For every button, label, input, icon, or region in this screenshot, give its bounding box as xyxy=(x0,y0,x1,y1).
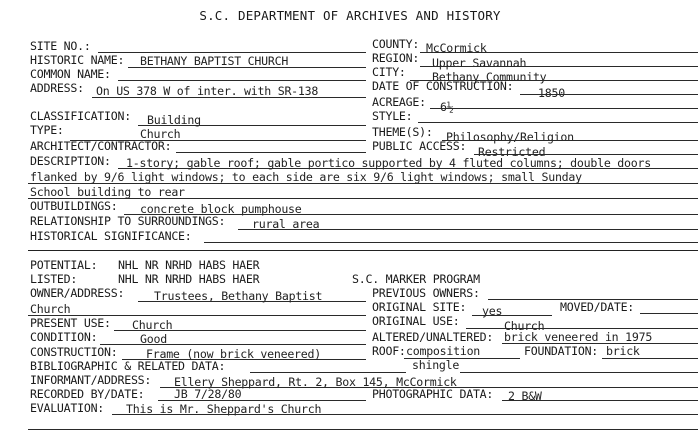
photographic-value: 2 B&W xyxy=(508,389,542,403)
description-rule-3 xyxy=(28,198,698,199)
previous-owners-label: PREVIOUS OWNERS: xyxy=(372,286,480,300)
style-line xyxy=(418,122,698,123)
date-construction-value: 1850 xyxy=(538,86,565,100)
listed-label: LISTED: xyxy=(30,272,78,286)
construction-value: Frame (now brick veneered) xyxy=(146,347,321,361)
themes-label: THEME(S): xyxy=(372,125,433,139)
common-name-label: COMMON NAME: xyxy=(30,67,111,81)
acreage-line xyxy=(430,108,698,109)
county-line xyxy=(420,52,698,53)
present-use-line xyxy=(114,330,366,331)
description-line-3: School building to rear xyxy=(30,185,185,199)
original-use-line xyxy=(466,328,698,329)
style-label: STYLE: xyxy=(372,109,413,123)
historic-name-line xyxy=(128,67,366,68)
address-value: On US 378 W of inter. with SR-138 xyxy=(96,84,319,98)
public-access-label: PUBLIC ACCESS: xyxy=(372,139,467,153)
acreage-label: ACREAGE: xyxy=(372,95,426,109)
moved-date-label: MOVED/DATE: xyxy=(560,300,635,314)
informant-value: Ellery Sheppard, Rt. 2, Box 145, McCormick xyxy=(174,375,457,389)
informant-label: INFORMANT/ADDRESS: xyxy=(30,373,152,387)
recorded-label: RECORDED BY/DATE: xyxy=(30,387,145,401)
historic-name-label: HISTORIC NAME: xyxy=(30,53,125,67)
historic-name-value: BETHANY BAPTIST CHURCH xyxy=(140,54,289,68)
public-access-value: Restricted xyxy=(478,145,546,159)
listed-options: NHL NR NRHD HABS HAER xyxy=(118,272,260,286)
common-name-line xyxy=(118,80,366,81)
recorded-line xyxy=(158,400,366,401)
address-line xyxy=(92,97,366,98)
themes-line xyxy=(442,140,698,141)
evaluation-line-2 xyxy=(28,429,698,430)
date-construction-line xyxy=(520,94,698,95)
site-no-label: SITE NO.: xyxy=(30,39,91,53)
significance-label: HISTORICAL SIGNIFICANCE: xyxy=(30,229,192,243)
roof-value: composition xyxy=(406,344,481,358)
moved-date-line xyxy=(640,313,698,314)
city-value: Bethany Community xyxy=(432,70,547,84)
relationship-line xyxy=(238,229,698,230)
form-title: S.C. DEPARTMENT OF ARCHIVES AND HISTORY xyxy=(199,8,501,23)
photographic-line xyxy=(502,400,698,401)
evaluation-label: EVALUATION: xyxy=(30,401,105,415)
condition-line xyxy=(100,344,366,345)
site-no-line xyxy=(98,52,366,53)
description-label: DESCRIPTION: xyxy=(30,154,111,168)
owner-value: Trustees, Bethany Baptist xyxy=(154,289,323,303)
date-construction-label: DATE OF CONSTRUCTION: xyxy=(372,79,514,93)
construction-label: CONSTRUCTION: xyxy=(30,345,118,359)
bibliographic-line xyxy=(250,372,406,373)
classification-label: CLASSIFICATION: xyxy=(30,109,131,123)
condition-label: CONDITION: xyxy=(30,330,98,344)
original-use-label: ORIGINAL USE: xyxy=(372,314,460,328)
architect-label: ARCHITECT/CONTRACTOR: xyxy=(30,139,172,153)
present-use-value: Church xyxy=(132,318,173,332)
owner-label: OWNER/ADDRESS: xyxy=(30,286,125,300)
description-rule-2 xyxy=(28,183,698,184)
type-label: TYPE: xyxy=(30,123,64,137)
acreage-value: 6½ xyxy=(440,100,454,114)
relationship-label: RELATIONSHIP TO SURROUNDINGS: xyxy=(30,214,226,228)
foundation-label: FOUNDATION: xyxy=(524,344,599,358)
roof-label: ROOF: xyxy=(372,344,406,358)
evaluation-line xyxy=(112,414,698,415)
present-use-label: PRESENT USE: xyxy=(30,316,111,330)
original-site-value: yes xyxy=(482,304,503,318)
altered-label: ALTERED/UNALTERED: xyxy=(372,330,494,344)
outbuildings-label: OUTBUILDINGS: xyxy=(30,199,118,213)
architect-line xyxy=(176,152,366,153)
owner-value-2: Church xyxy=(30,302,71,316)
city-label: CITY: xyxy=(372,65,406,79)
region-value: Upper Savannah xyxy=(432,56,527,70)
recorded-value: JB 7/28/80 xyxy=(174,387,242,401)
address-label: ADDRESS: xyxy=(30,81,84,95)
owner-line xyxy=(138,301,366,302)
outbuildings-value: concrete block pumphouse xyxy=(140,202,302,216)
description-line-1: 1-story; gable roof; gable portico supported by 4 fluted columns; double doors xyxy=(126,156,651,170)
altered-value: brick veneered in 1975 xyxy=(504,330,653,344)
county-label: COUNTY: xyxy=(372,37,420,51)
region-line xyxy=(420,66,698,67)
original-site-label: ORIGINAL SITE: xyxy=(372,300,467,314)
roof-line xyxy=(404,358,520,359)
description-rule-1 xyxy=(118,168,698,169)
section-divider xyxy=(28,250,698,251)
type-value: Church xyxy=(140,127,181,141)
significance-line xyxy=(204,242,698,243)
condition-value: Good xyxy=(140,332,167,346)
public-access-line xyxy=(474,154,698,155)
potential-label: POTENTIAL: xyxy=(30,258,98,272)
themes-value: Philosophy/Religion xyxy=(446,130,574,144)
county-value: McCormick xyxy=(426,41,487,55)
roof-value-2: shingle xyxy=(412,358,460,372)
bibliographic-line-2 xyxy=(460,372,698,373)
description-line-2: flanked by 9/6 light windows; to each side are six 9/6 light windows; small Sunday xyxy=(30,170,582,184)
evaluation-value: This is Mr. Sheppard's Church xyxy=(126,402,322,416)
bibliographic-label: BIBLIOGRAPHIC & RELATED DATA: xyxy=(30,359,226,373)
marker-program-label: S.C. MARKER PROGRAM xyxy=(352,272,480,286)
original-site-line xyxy=(472,315,552,316)
classification-value: Building xyxy=(147,113,201,127)
foundation-value: brick xyxy=(606,344,640,358)
region-label: REGION: xyxy=(372,51,420,65)
relationship-value: rural area xyxy=(252,217,320,231)
original-use-value: Church xyxy=(504,319,545,333)
foundation-line xyxy=(602,358,698,359)
potential-options: NHL NR NRHD HABS HAER xyxy=(118,258,260,272)
classification-line xyxy=(138,125,366,126)
photographic-label: PHOTOGRAPHIC DATA: xyxy=(372,387,494,401)
